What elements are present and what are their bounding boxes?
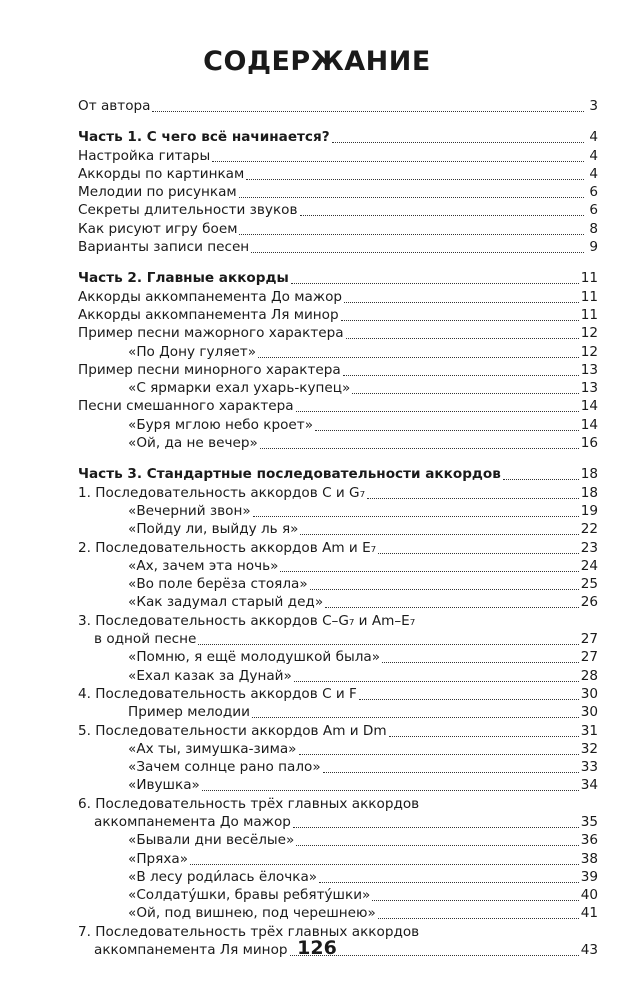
toc-entry-title: «В лесу роди́лась ёлочка» (128, 868, 318, 885)
toc-entry (78, 648, 598, 666)
toc-page-number: 13 (580, 361, 598, 378)
toc-page-number: 16 (580, 435, 598, 452)
dot-leader (246, 178, 584, 180)
dot-leader (332, 141, 584, 143)
toc-page-number: 19 (580, 502, 598, 519)
toc-page-number: 36 (580, 832, 598, 849)
toc-section-heading (78, 269, 598, 287)
toc-page-number: 41 (580, 905, 598, 922)
dot-leader (372, 899, 578, 901)
dot-leader (293, 826, 579, 828)
toc-entry-title: Варианты записи песен (78, 239, 250, 256)
toc-entry (78, 575, 598, 593)
toc-section-heading (78, 465, 598, 483)
toc-entry-title: «С ярмарки ехал ухарь-купец» (128, 380, 351, 397)
dot-leader (382, 661, 579, 663)
dot-leader (291, 282, 579, 284)
toc-entry-title: Песни смешанного характера (78, 398, 294, 415)
toc-page-number: 14 (580, 398, 598, 415)
toc-page-number: 11 (580, 270, 598, 287)
dot-leader (299, 753, 579, 755)
toc-page-number: 14 (580, 416, 598, 433)
page-number: 126 (297, 937, 337, 959)
toc-entry-title: «Ах ты, зимушка-зима» (128, 740, 297, 757)
toc-page-number: 22 (580, 521, 598, 538)
toc-entry (78, 703, 598, 721)
dot-leader (341, 319, 579, 321)
toc-entry-title: «Вечерний звон» (128, 502, 251, 519)
toc-entry (78, 685, 598, 703)
toc-page-number: 3 (589, 98, 598, 114)
dot-leader (325, 606, 579, 608)
toc-page-number: 34 (580, 777, 598, 794)
toc-page-number: 11 (580, 288, 598, 305)
toc-entry (78, 886, 598, 904)
dot-leader (190, 863, 579, 865)
dot-leader (310, 588, 579, 590)
toc-entry-title: «Пойду ли, выйду ль я» (128, 521, 299, 538)
toc-section-heading (78, 128, 598, 146)
toc-entry-title: «Буря мглою небо кроет» (128, 416, 314, 433)
toc-entry-title: Часть 3. Стандартные последовательности аккордов (78, 466, 501, 483)
dot-leader (359, 698, 579, 700)
dot-leader (294, 680, 579, 682)
toc-page-number: 12 (580, 343, 598, 360)
toc-page-number: 11 (580, 306, 598, 323)
toc-entry-title: «Солдату́шки, бравы ребяту́шки» (128, 887, 371, 904)
toc-entry-title: 3. Последовательность аккордов C–G₇ и Am–E₇ (78, 612, 416, 629)
dot-leader (296, 844, 578, 846)
toc-entry-title: «Зачем солнце рано пало» (128, 759, 321, 776)
toc-entry (78, 165, 598, 183)
dot-leader (344, 301, 579, 303)
toc-entry-title: в одной песне (94, 631, 197, 648)
toc-entry (78, 868, 598, 886)
toc-entry-title: Пример песни мажорного характера (78, 325, 344, 342)
toc-entry-title: 7. Последовательность трёх главных аккордов (78, 923, 420, 940)
toc-entry (78, 324, 598, 342)
dot-leader (300, 533, 578, 535)
page-title: СОДЕРЖАНИЕ (203, 46, 431, 77)
dot-leader (343, 374, 579, 376)
toc-page-number: 25 (580, 576, 598, 593)
dot-leader (280, 570, 578, 572)
toc-page-number: 4 (589, 165, 598, 182)
toc-entry-title: Часть 2. Главные аккорды (78, 270, 289, 287)
toc-entry (78, 557, 598, 575)
toc-page-number: 35 (580, 813, 598, 830)
toc-entry (78, 416, 598, 434)
toc-entry-title: «Помню, я ещё молодушкой была» (128, 649, 381, 666)
toc-entry-title: «Ой, да не вечер» (128, 435, 258, 452)
toc-page-number: 23 (580, 539, 598, 556)
toc-page-number: 8 (589, 220, 598, 237)
dot-leader (251, 251, 584, 253)
toc-page-number: 6 (589, 202, 598, 219)
toc-page-number: 24 (580, 557, 598, 574)
toc-entry-title: Секреты длительности звуков (78, 202, 298, 219)
toc-entry-title: Аккорды аккомпанемента До мажор (78, 288, 343, 305)
toc-page-number: 4 (589, 129, 598, 146)
toc-page-number: 13 (580, 380, 598, 397)
toc-entry (78, 147, 598, 165)
toc-entry-title: «Во поле берёза стояла» (128, 576, 308, 593)
dot-leader (300, 214, 584, 216)
toc-page-number: 43 (580, 942, 598, 959)
dot-leader (202, 789, 579, 791)
toc-entry (78, 740, 598, 758)
toc-entry (78, 361, 598, 379)
toc-entry-title: «Ах, зачем эта ночь» (128, 557, 279, 574)
toc-entry-title: «Ивушка» (128, 777, 200, 794)
toc-page-number: 32 (580, 740, 598, 757)
dot-leader (352, 392, 578, 394)
toc-entry (78, 758, 598, 776)
toc-entry-title: От автора (78, 98, 151, 114)
dot-leader (260, 447, 579, 449)
dot-leader (258, 356, 579, 358)
toc-entry-title: 5. Последовательности аккордов Am и Dm (78, 722, 387, 739)
toc-page-number: 4 (589, 147, 598, 164)
dot-leader (346, 337, 579, 339)
toc-entry-title: аккомпанемента До мажор (94, 813, 291, 830)
toc-entry (78, 795, 598, 813)
toc-entry-title: Как рисуют игру боем (78, 220, 238, 237)
toc-page-number: 26 (580, 594, 598, 611)
toc-page-number: 39 (580, 868, 598, 885)
toc-entry (78, 831, 598, 849)
toc-entry-title: «Пряха» (128, 850, 189, 867)
toc-entry (78, 904, 598, 922)
dot-leader (239, 196, 584, 198)
toc-page-number: 27 (580, 649, 598, 666)
dot-leader (198, 643, 578, 645)
toc-page-number: 27 (580, 631, 598, 648)
toc-page-number: 9 (589, 239, 598, 256)
toc-entry (78, 612, 598, 630)
toc-entry-title: «Бывали дни весёлые» (128, 832, 295, 849)
toc-entry (78, 502, 598, 520)
dot-leader (367, 497, 579, 499)
toc-entry-title: 4. Последовательность аккордов C и F (78, 685, 357, 702)
toc-entry-title: Аккорды по картинкам (78, 165, 245, 182)
toc-entry (78, 434, 598, 452)
toc-entry (78, 630, 598, 648)
toc-page-number: 30 (580, 685, 598, 702)
toc-entry (78, 593, 598, 611)
toc-entry (78, 520, 598, 538)
toc-entry (78, 238, 598, 256)
dot-leader (389, 735, 579, 737)
toc-entry-title: Пример мелодии (128, 704, 250, 721)
toc-entry-title: 6. Последовательность трёх главных аккордов (78, 795, 420, 812)
toc-entry-title: Часть 1. С чего всё начинается? (78, 129, 330, 146)
toc-entry-title: аккомпанемента Ля минор (94, 942, 288, 959)
toc-entry-title: Настройка гитары (78, 147, 211, 164)
toc-page-number: 30 (580, 704, 598, 721)
toc-page-number: 18 (580, 484, 598, 501)
toc-entry (78, 397, 598, 415)
toc-entry-title: «По Дону гуляет» (128, 343, 257, 360)
toc-entry (78, 539, 598, 557)
toc-entry (78, 722, 598, 740)
table-of-contents (78, 97, 598, 959)
toc-entry (78, 183, 598, 201)
toc-entry (78, 813, 598, 831)
dot-leader (378, 552, 579, 554)
toc-entry-title: «Ой, под вишнею, под черешнею» (128, 905, 376, 922)
dot-leader (239, 233, 584, 235)
dot-leader (319, 881, 579, 883)
toc-entry (78, 306, 598, 324)
toc-page-number: 12 (580, 325, 598, 342)
toc-entry (78, 97, 598, 115)
toc-page-number: 38 (580, 850, 598, 867)
toc-entry (78, 201, 598, 219)
toc-entry-title: Пример песни минорного характера (78, 361, 341, 378)
toc-entry-title: «Ехал казак за Дунай» (128, 667, 292, 684)
toc-entry-title: 1. Последовательность аккордов C и G₇ (78, 484, 366, 501)
toc-page-number: 40 (580, 887, 598, 904)
dot-leader (212, 160, 584, 162)
toc-page-number: 18 (580, 466, 598, 483)
toc-page-number: 33 (580, 759, 598, 776)
toc-page-number: 31 (580, 722, 598, 739)
toc-entry (78, 776, 598, 794)
toc-entry (78, 484, 598, 502)
toc-entry (78, 343, 598, 361)
toc-entry (78, 850, 598, 868)
dot-leader (503, 478, 579, 480)
toc-entry (78, 220, 598, 238)
dot-leader (323, 771, 579, 773)
dot-leader (315, 429, 579, 431)
toc-entry (78, 667, 598, 685)
toc-page-number: 6 (589, 184, 598, 201)
toc-entry (78, 379, 598, 397)
toc-entry-title: 2. Последовательность аккордов Am и E₇ (78, 539, 377, 556)
toc-entry-title: Аккорды аккомпанемента Ля минор (78, 306, 339, 323)
toc-page-number: 28 (580, 667, 598, 684)
dot-leader (378, 917, 579, 919)
dot-leader (296, 410, 579, 412)
toc-entry-title: «Как задумал старый дед» (128, 594, 324, 611)
dot-leader (152, 110, 584, 112)
toc-entry (78, 288, 598, 306)
toc-entry-title: Мелодии по рисункам (78, 184, 237, 201)
dot-leader (252, 716, 579, 718)
dot-leader (253, 515, 579, 517)
